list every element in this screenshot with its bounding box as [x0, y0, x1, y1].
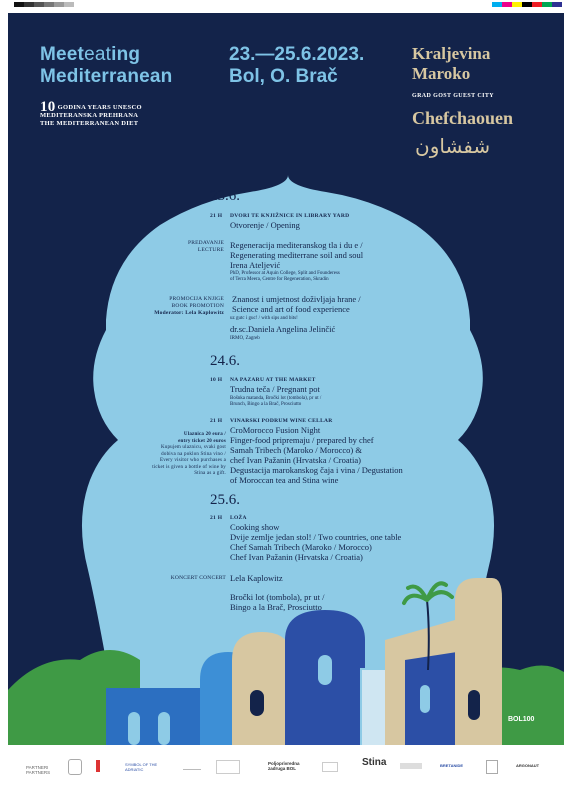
- stina-logo: Stina: [362, 757, 387, 768]
- day-1-time: 21 H: [210, 213, 223, 219]
- book-speaker: dr.sc.Daniela Angelina Jelinčić: [230, 324, 336, 334]
- day-2-event-1-note: Bošnka matanda, Bročki lot (tombola), pr ut / Brunch, Bingo a la Brač, Prosciutto: [230, 396, 322, 407]
- day-2-venue-2: VINARSKI PODRUM WINE CELLAR: [230, 418, 333, 424]
- partner-logos: [0, 755, 572, 785]
- concert-label: KONCERT CONCERT: [170, 575, 226, 581]
- grey-logo: [400, 763, 422, 769]
- book-block: Znanost i umjetnost doživljaja hrane / Science and art of food experience: [232, 294, 361, 314]
- bol100-logo: BOL100: [508, 716, 535, 723]
- crest-logo: [68, 759, 82, 775]
- day-2-event-1: Trudna teča / Pregnant pot: [230, 384, 320, 394]
- day-2-date: 24.6.: [210, 353, 240, 369]
- day-2-venue-1: NA PAZARU AT THE MARKET: [230, 377, 316, 383]
- symbol-adriatic-logo: SYMBOL OF THE ADRIATIC: [125, 762, 158, 772]
- unesco-badge: 10 GODINA YEARS UNESCO MEDITERANSKA PREHRANA THE MEDITERRANEAN DIET: [40, 99, 142, 127]
- badge-logo: [486, 760, 498, 774]
- guest-country: Kraljevina Maroko: [412, 44, 491, 83]
- poljoprivredna-logo: Poljoprivredna zadruga BOL: [268, 761, 300, 771]
- guest-city-arabic: شفشاون: [415, 134, 491, 158]
- lecture-bio: PhD, Professor at Aquin College, Split and Founderess of Terra Meera, Centre for Regeneration, Skradin: [230, 271, 340, 282]
- day-3-venue: LOŽA: [230, 515, 247, 521]
- partners-label: PARTNERI PARTNERS: [26, 765, 51, 775]
- title-line-2: Mediterranean: [40, 66, 173, 87]
- flag-logo: [96, 760, 100, 772]
- ticket-info: Ulaznica 20 eura / entry ticket 20 euros Kupujem ulaznicu, svaki gost dobiva na poklon Stina vino / Every visitor who purchases a ticket is given a bottle of wine by Stina as a gift.: [152, 432, 226, 476]
- festival-title: [40, 44, 172, 88]
- day-3-time: 21 H: [210, 515, 223, 521]
- script-logo: [183, 763, 201, 770]
- concert-artist: Lela Kaplowitz: [230, 573, 283, 583]
- day-1-event: Otvorenje / Opening: [230, 220, 300, 230]
- day-3-date: 25.6.: [210, 492, 240, 508]
- lecture-block: Regeneracija mediteranskog tla i du e / Regenerating mediterrane soil and soul Irena Ateljević: [230, 240, 364, 270]
- bretanide-logo: BRETANIDE: [440, 763, 464, 768]
- bingo-block: Bročki lot (tombola), pr ut / Bingo a la Brač, Prosciutto: [230, 592, 325, 612]
- square-logo: [216, 760, 240, 774]
- lecture-label: PREDAVANJE LECTURE: [187, 240, 224, 253]
- festival-dates: 23.—25.6.2023. Bol, O. Brač: [229, 44, 365, 87]
- day-2-time-2: 21 H: [210, 418, 223, 424]
- small-logo: [322, 762, 338, 772]
- day-2-time-1: 10 H: [210, 377, 223, 383]
- book-place: IRMO, Zagreb: [230, 336, 260, 341]
- day-2-event-2: CroMorocco Fusion Night Finger-food pripremaju / prepared by chef Samah Tribech (Maroko / Morocco) & chef Ivan Pažanin (Hrvatska / Croatia) Degustacija marokanskog čaja i vina / Degustation of Moroccan tea and Stina wine: [230, 425, 403, 485]
- title-line-1: Meeteating: [40, 44, 141, 65]
- book-note: uz gutc i guc! / with sips and bits!: [230, 316, 298, 321]
- book-label: PROMOCIJA KNJIGE BOOK PROMOTION Moderator: Lela Kaplowitz: [154, 296, 224, 316]
- day-3-event: Cooking show Dvije zemlje jedan stol! / Two countries, one table Chef Samah Tribech (Maroko / Morocco) Chef Ivan Pažanin (Hrvatska / Croatia): [230, 522, 402, 562]
- guest-city: Chefchaouen: [412, 108, 514, 128]
- day-1-date: 23.6.: [210, 188, 240, 204]
- argonaut-logo: ARGONAUT: [516, 763, 540, 768]
- guest-city-label: GRAD GOST GUEST CITY: [412, 93, 494, 99]
- day-1-venue: DVORI TE KNJIŽNICE IN LIBRARY YARD: [230, 213, 350, 219]
